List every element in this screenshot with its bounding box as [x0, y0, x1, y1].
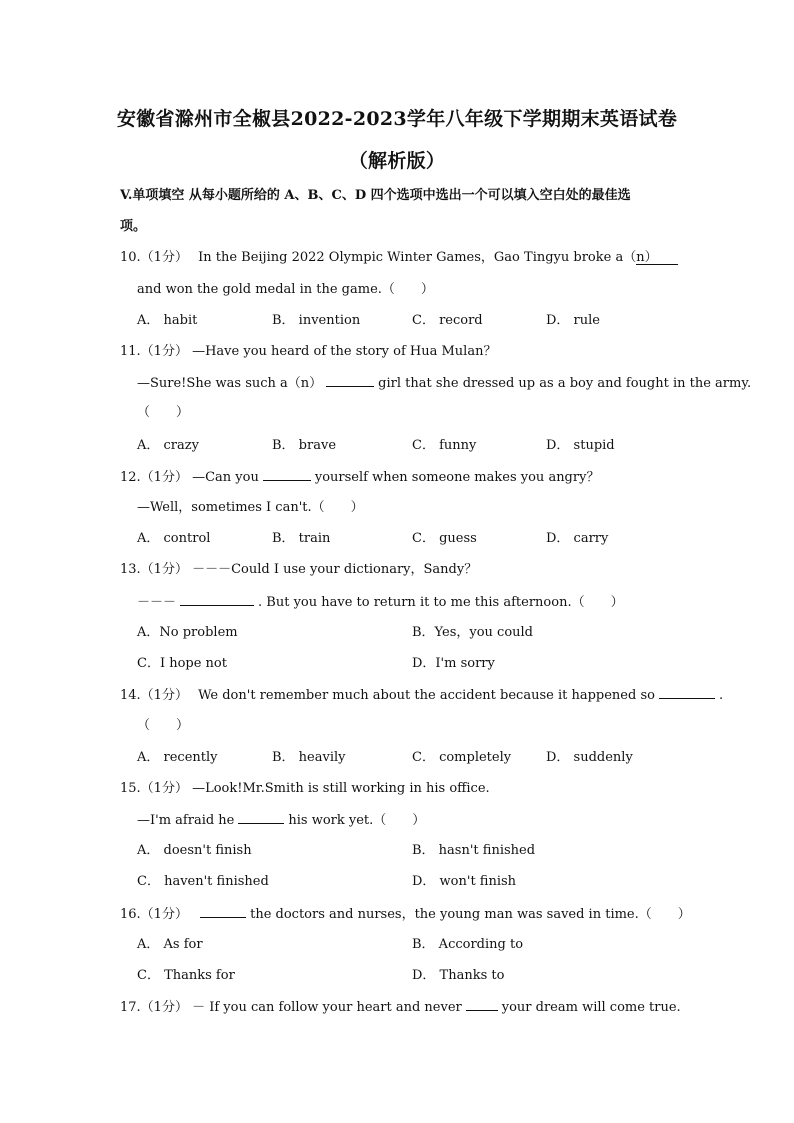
question-14: 14.（1分） We don't remember much about the accident because it happened so .	[120, 688, 724, 703]
option-a[interactable]: A． control	[137, 531, 211, 546]
question-number: 15.（1分）	[120, 781, 188, 796]
answer-blank	[326, 374, 374, 387]
answer-parens: （ ）	[137, 405, 190, 420]
question-number: 11.（1分）	[120, 344, 188, 359]
option-d[interactable]: D． rule	[546, 313, 600, 328]
option-b[interactable]: B．Yes，you could	[412, 625, 534, 640]
option-a[interactable]: A． crazy	[137, 438, 199, 453]
option-d[interactable]: D． carry	[546, 531, 609, 546]
question-number: 12.（1分）	[120, 470, 188, 485]
option-d[interactable]: D． stupid	[546, 438, 615, 453]
question-text: —Look!Mr.Smith is still working in his office.	[192, 781, 490, 796]
exam-title: 安徽省滁州市全椒县2022-2023学年八年级下学期期末英语试卷	[116, 108, 678, 130]
option-c[interactable]: C． Thanks for	[137, 968, 235, 983]
option-c[interactable]: C． funny	[412, 438, 477, 453]
question-text: In the Beijing 2022 Olympic Winter Games，Gao Tingyu broke a（n）	[198, 250, 658, 265]
option-d[interactable]: D．I'm sorry	[412, 656, 495, 671]
option-c[interactable]: C． haven't finished	[137, 874, 269, 889]
question-text: We don't remember much about the accident because it happened so	[198, 688, 655, 703]
option-b[interactable]: B． According to	[412, 937, 524, 952]
answer-blank	[180, 593, 254, 606]
question-text: —Have you heard of the story of Hua Mulan？	[192, 344, 497, 359]
option-b[interactable]: B． brave	[272, 438, 337, 453]
question-16: 16.（1分） the doctors and nurses，the young man was saved in time.（ ）	[120, 907, 691, 922]
question-12: 12.（1分） —Can you yourself when someone makes you angry？	[120, 470, 600, 485]
question-text-cont: —I'm afraid he his work yet.（ ）	[137, 813, 426, 828]
question-text-cont: —Well，sometimes I can't.（ ）	[137, 500, 364, 515]
answer-parens: （ ）	[137, 718, 190, 733]
answer-blank	[659, 686, 715, 699]
option-a[interactable]: A． recently	[137, 750, 218, 765]
question-text-cont: and won the gold medal in the game.（ ）	[137, 282, 434, 297]
question-17: 17.（1分） － If you can follow your heart and never your dream will come true.	[120, 1000, 681, 1015]
section-instructions: V.单项填空 从每小题所给的 A、B、C、D 四个选项中选出一个可以填入空白处的最佳选	[120, 188, 631, 203]
question-number: 14.（1分）	[120, 688, 188, 703]
answer-blank	[200, 905, 246, 918]
option-b[interactable]: B． heavily	[272, 750, 346, 765]
question-text: －－－Could I use your dictionary，Sandy？	[192, 562, 478, 577]
option-c[interactable]: C． guess	[412, 531, 477, 546]
question-number: 16.（1分）	[120, 907, 188, 922]
question-number: 13.（1分）	[120, 562, 188, 577]
exam-subtitle: （解析版）	[348, 150, 446, 172]
question-13	[120, 561, 477, 579]
question-15	[120, 780, 490, 798]
question-number: 10.（1分）	[120, 250, 188, 265]
option-c[interactable]: C． completely	[412, 750, 512, 765]
section-instructions-cont: 项。	[120, 219, 147, 234]
question-11	[120, 343, 496, 361]
option-a[interactable]: A． doesn't finish	[137, 843, 252, 858]
question-10	[120, 249, 658, 267]
question-text-cont: —Sure!She was such a（n） girl that she dressed up as a boy and fought in the army.	[137, 376, 752, 391]
question-number: 17.（1分）	[120, 1000, 188, 1015]
answer-blank	[466, 998, 498, 1011]
option-a[interactable]: A．No problem	[137, 625, 238, 640]
option-a[interactable]: A． habit	[137, 313, 198, 328]
answer-blank	[238, 811, 284, 824]
option-b[interactable]: B． hasn't finished	[412, 843, 536, 858]
answer-blank	[636, 252, 678, 265]
option-c[interactable]: C． record	[412, 313, 483, 328]
answer-blank	[263, 468, 311, 481]
option-b[interactable]: B． train	[272, 531, 331, 546]
question-text-cont: －－－ . But you have to return it to me this afternoon.（ ）	[137, 595, 624, 610]
option-b[interactable]: B． invention	[272, 313, 361, 328]
option-d[interactable]: D． suddenly	[546, 750, 633, 765]
option-d[interactable]: D． won't finish	[412, 874, 517, 889]
option-c[interactable]: C．I hope not	[137, 656, 227, 671]
option-d[interactable]: D． Thanks to	[412, 968, 505, 983]
option-a[interactable]: A． As for	[137, 937, 203, 952]
